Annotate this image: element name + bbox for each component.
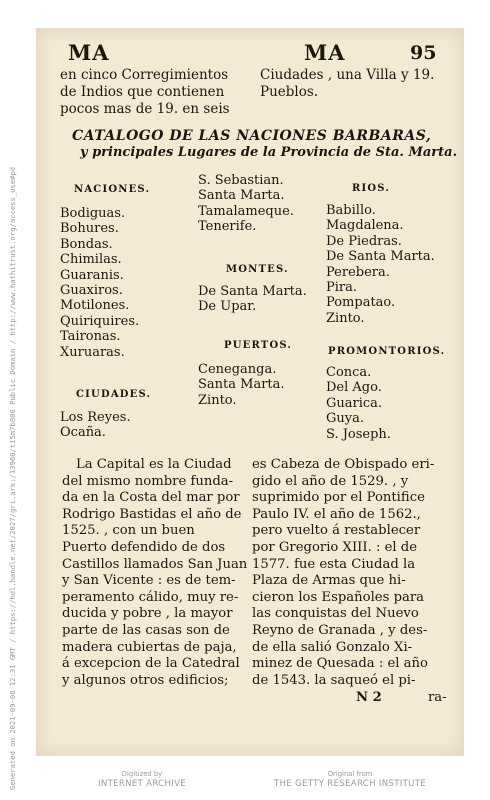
- text-line: de Indios que contienen: [60, 84, 225, 100]
- list-item: Perebera.: [326, 264, 390, 280]
- text-line: de 1543. la saqueó el pi-: [252, 672, 416, 688]
- list-item: Santa Marta.: [198, 377, 285, 393]
- text-line: Plaza de Armas que hi-: [252, 573, 406, 589]
- list-item: Quiriquires.: [60, 313, 140, 329]
- text-line: La Capital es la Ciudad: [76, 457, 232, 472]
- text-line: por Gregorio XIII. : el de: [252, 539, 418, 555]
- promontorios-heading: PROMONTORIOS.: [328, 346, 446, 357]
- running-head-left: MA: [68, 40, 110, 65]
- montes-heading: MONTES.: [226, 264, 289, 275]
- list-item: Chimilas.: [60, 252, 122, 268]
- list-item: Zinto.: [326, 310, 365, 326]
- promontorios-list: [326, 365, 391, 442]
- top-text-right: [260, 67, 434, 101]
- text-line: parte de las casas son de: [62, 622, 230, 638]
- list-item: Guya.: [326, 411, 364, 427]
- text-line: pero vuelto á restablecer: [252, 523, 421, 539]
- list-item: Pira.: [326, 280, 358, 296]
- places-list: [198, 173, 294, 235]
- signature-mark: N 2: [356, 690, 382, 705]
- list-item: Bohures.: [60, 221, 119, 237]
- list-item: Motilones.: [60, 298, 130, 314]
- catalog-title: CATALOGO DE LAS NACIONES BARBARAS,: [72, 128, 432, 144]
- text-line: Puerto defendido de dos: [62, 539, 226, 555]
- list-item: Babillo.: [326, 203, 376, 218]
- list-item: Bodiguas.: [60, 206, 126, 221]
- naciones-heading: NACIONES.: [74, 184, 151, 195]
- text-line: ducida y pobre , la mayor: [62, 606, 233, 622]
- catalog-subtitle: y principales Lugares de la Provincia de Sta. Marta.: [80, 145, 458, 160]
- text-line: peramento cálido, muy re-: [62, 589, 239, 605]
- list-item: S. Sebastian.: [198, 173, 284, 188]
- list-item: Del Ago.: [326, 380, 382, 396]
- hathitrust-watermark: Generated on 2021-09-06 12:31 GMT / https://hdl.handle.net/2027/gri.ark:/13960/t15m7b806 Public Domain / http://www.hathitrust.org/access_use#pd: [8, 166, 17, 790]
- text-line: Rodrigo Bastidas el año de: [62, 506, 242, 522]
- list-item: Taironas.: [60, 329, 121, 345]
- list-item: De Santa Marta.: [198, 284, 307, 299]
- list-item: Tenerife.: [198, 219, 257, 235]
- body-text-left: [62, 457, 247, 689]
- list-item: Pompatao.: [326, 295, 396, 311]
- list-item: Zinto.: [198, 392, 237, 408]
- list-item: Ocaña.: [60, 425, 106, 441]
- text-line: á excepcion de la Catedral: [62, 656, 240, 672]
- text-line: Paulo IV. el año de 1562.,: [252, 506, 421, 522]
- footer-original-small: Original from: [327, 770, 373, 778]
- body-text-right: [252, 457, 434, 689]
- text-line: madera cubiertas de paja,: [62, 639, 237, 655]
- text-line: del mismo nombre funda-: [62, 473, 234, 489]
- text-line: suprimido por el Pontifice: [252, 490, 425, 506]
- puertos-heading: PUERTOS.: [224, 340, 293, 351]
- footer-original-name: THE GETTY RESEARCH INSTITUTE: [273, 779, 426, 789]
- list-item: De Piedras.: [326, 233, 402, 249]
- ciudades-list: [60, 410, 131, 441]
- text-line: 1525. , con un buen: [62, 523, 195, 539]
- footer-original: [250, 770, 450, 790]
- list-item: Santa Marta.: [198, 188, 285, 204]
- text-line: Reyno de Granada , y des-: [252, 622, 428, 638]
- text-line: gido el año de 1529. , y: [252, 473, 409, 489]
- top-text-left: [60, 67, 230, 118]
- catchword: ra-: [428, 690, 447, 705]
- list-item: Conca.: [326, 365, 372, 380]
- list-item: Magdalena.: [326, 218, 404, 234]
- footer-digitized-small: Digitized by: [121, 770, 163, 778]
- puertos-list: [198, 362, 285, 408]
- running-head-center: MA: [304, 40, 346, 65]
- list-item: Xuruaras.: [60, 344, 125, 360]
- rios-heading: RIOS.: [352, 183, 391, 194]
- naciones-list: [60, 206, 139, 360]
- text-line: Ciudades , una Villa y 19.: [260, 67, 435, 83]
- list-item: Tamalameque.: [198, 203, 294, 219]
- list-item: De Santa Marta.: [326, 249, 435, 265]
- list-item: De Upar.: [198, 299, 257, 315]
- text-line: es Cabeza de Obispado eri-: [252, 457, 435, 472]
- text-line: y algunos otros edificios;: [62, 672, 229, 688]
- list-item: Guarica.: [326, 395, 383, 411]
- text-line: en cinco Corregimientos: [60, 67, 229, 83]
- list-item: Guaxiros.: [60, 283, 123, 299]
- text-line: pocos mas de 19. en seis: [60, 101, 230, 117]
- text-line: las conquistas del Nuevo: [252, 606, 419, 622]
- rios-list: [326, 203, 435, 326]
- list-item: Los Reyes.: [60, 410, 131, 425]
- ciudades-heading: CIUDADES.: [76, 389, 152, 400]
- text-line: 1577. fue esta Ciudad la: [252, 556, 416, 572]
- text-line: y San Vicente : es de tem-: [62, 573, 236, 589]
- list-item: Bondas.: [60, 236, 113, 252]
- text-line: Pueblos.: [260, 84, 319, 100]
- list-item: S. Joseph.: [326, 426, 391, 442]
- text-line: Castillos llamados San Juan: [62, 556, 248, 572]
- footer-digitized: [72, 770, 212, 790]
- text-line: da en la Costa del mar por: [62, 490, 240, 506]
- list-item: Ceneganga.: [198, 362, 277, 377]
- text-line: minez de Quesada : el año: [252, 656, 428, 672]
- text-line: cieron los Españoles para: [252, 589, 425, 605]
- list-item: Guaranis.: [60, 267, 124, 283]
- book-page: [36, 28, 464, 756]
- montes-list: [198, 284, 307, 315]
- text-line: de ella salió Gonzalo Xi-: [252, 639, 413, 655]
- footer-digitized-name: INTERNET ARCHIVE: [98, 779, 186, 789]
- page-number: 95: [410, 42, 437, 64]
